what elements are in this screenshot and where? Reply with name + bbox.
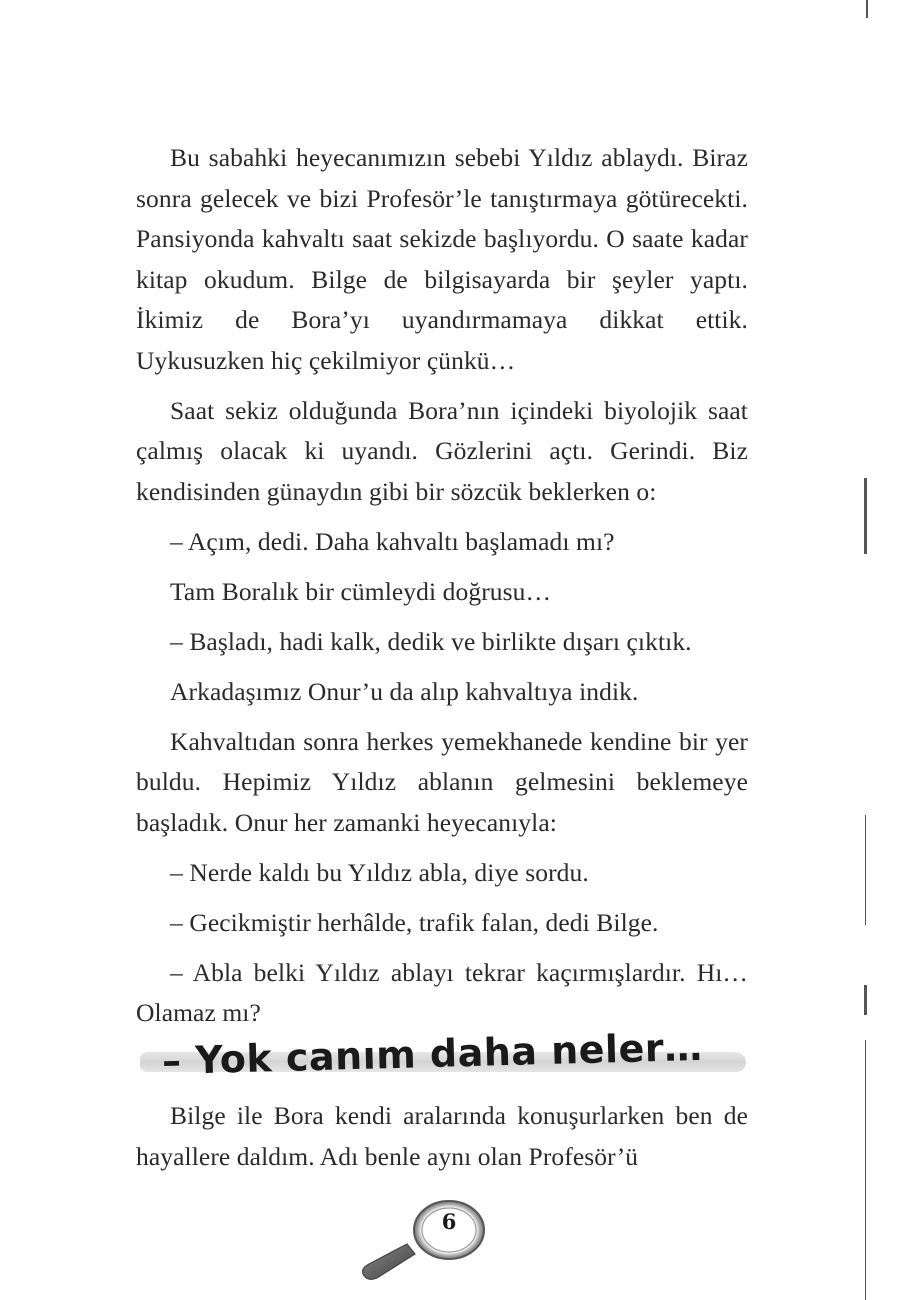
magnifier-icon: [355, 1196, 485, 1286]
handwritten-dialogue: – Yok canım daha neler…: [161, 1024, 704, 1084]
paragraph: – Gecikmiştir herhâlde, trafik falan, dedi Bilge.: [170, 907, 659, 937]
paragraph: Bu sabahki heyecanımızın sebebi Yıldız ablaydı. Biraz sonra gelecek ve bizi Profesör’le tanıştırmaya götürecekti. Pansiyonda kahvaltı saat sekizde başlıyordu. O saate kadar kitap okudum. Bilge de bilgisayarda bir şeyler yaptı. İkimiz de Bora’yı uyandırmamaya dikkat ettik. Uykusuzken hiç çekilmiyor çünkü…: [136, 143, 748, 375]
page-number-magnifier: [355, 1196, 485, 1286]
paragraph: – Açım, dedi. Daha kahvaltı başlamadı mı?: [170, 526, 615, 556]
edge-mark: [864, 985, 867, 1015]
edge-mark: [865, 1040, 866, 1300]
handwritten-highlight: [140, 1024, 746, 1086]
body-text-top: [136, 138, 748, 1034]
paragraph: – Nerde kaldı bu Yıldız abla, diye sordu.: [170, 857, 589, 887]
paragraph: – Başladı, hadi kalk, dedik ve birlikte dışarı çıktık.: [170, 626, 692, 656]
paragraph: Arkadaşımız Onur’u da alıp kahvaltıya indik.: [170, 676, 639, 706]
paragraph: Saat sekiz olduğunda Bora’nın içindeki biyolojik saat çalmış olacak ki uyandı. Gözlerini açtı. Gerindi. Biz kendisinden günaydın gibi bir sözcük beklerken o:: [136, 395, 748, 506]
paragraph: – Abla belki Yıldız ablayı tekrar kaçırmışlardır. Hı… Olamaz mı?: [136, 957, 748, 1027]
paragraph: Kahvaltıdan sonra herkes yemekhanede kendine bir yer buldu. Hepimiz Yıldız ablanın gelmesini beklemeye başladık. Onur her zamanki heyecanıyla:: [136, 726, 748, 837]
paragraph: Tam Boralık bir cümleydi doğrusu…: [170, 576, 552, 606]
paragraph: Bilge ile Bora kendi aralarında konuşurlarken ben de hayallere daldım. Adı benle aynı olan Profesör’ü: [136, 1101, 748, 1171]
page-number: 6: [441, 1209, 457, 1234]
body-text-bottom: [136, 1096, 748, 1177]
edge-mark: [866, 0, 868, 18]
edge-mark: [864, 478, 867, 554]
edge-mark: [865, 815, 866, 925]
